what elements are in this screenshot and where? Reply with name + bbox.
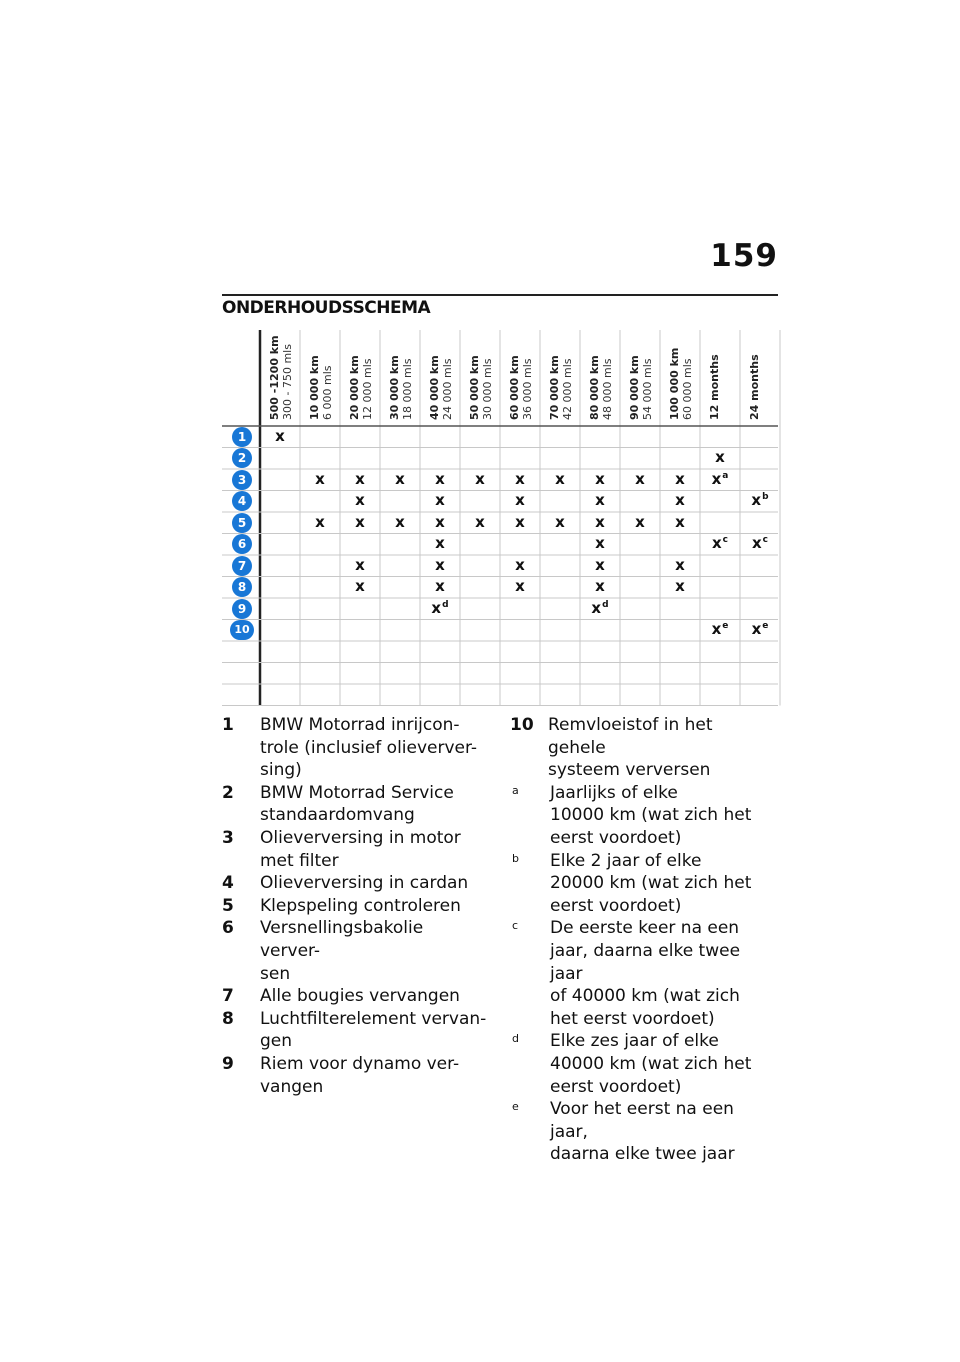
maintenance-mark: x xyxy=(555,512,565,531)
maintenance-mark: x xyxy=(515,577,525,596)
column-header-mls: 30 000 mls xyxy=(481,358,494,420)
maintenance-mark: x xyxy=(435,469,445,488)
legend-footnote-letter: e xyxy=(512,1100,519,1114)
row-number-badge: 3 xyxy=(232,470,252,490)
legend-text-line: Luchtfilterelement vervan- xyxy=(260,1008,487,1029)
footnote-marker: b xyxy=(762,492,769,503)
legend-item xyxy=(222,872,487,895)
column-header xyxy=(708,354,721,420)
maintenance-mark: x xyxy=(355,491,365,510)
legend-text-line: sen xyxy=(260,963,291,984)
legend-text-line: het eerst voordoet) xyxy=(550,1008,715,1029)
maintenance-mark: x xyxy=(475,469,485,488)
maintenance-mark: x xyxy=(355,512,365,531)
legend-text-line: systeem verversen xyxy=(548,760,711,781)
column-header-mls: 18 000 mls xyxy=(401,358,414,420)
legend-item xyxy=(222,895,487,918)
column-header-mls: 60 000 mls xyxy=(681,358,694,420)
maintenance-mark: $x^a$ xyxy=(711,469,729,488)
legend-text-line: Elke zes jaar of elke xyxy=(550,1031,719,1052)
column-header xyxy=(388,355,414,420)
legend-item xyxy=(222,985,487,1008)
maintenance-mark: x xyxy=(595,534,605,553)
column-header xyxy=(668,348,694,420)
legend-text-line: Elke 2 jaar of elke xyxy=(550,850,702,871)
legend-text xyxy=(260,1008,487,1053)
legend-number: 7 xyxy=(222,986,234,1007)
legend-text-line: BMW Motorrad Service xyxy=(260,782,454,803)
row-number-badge: 8 xyxy=(232,577,252,597)
maintenance-mark: x xyxy=(595,512,605,531)
maintenance-mark: x xyxy=(395,512,405,531)
legend-text xyxy=(260,917,487,985)
legend-number: 1 xyxy=(222,715,234,735)
maintenance-mark: x xyxy=(515,512,525,531)
maintenance-mark: $x^e$ xyxy=(711,620,729,639)
row-number-badge: 1 xyxy=(232,427,252,447)
maintenance-mark: x xyxy=(355,469,365,488)
legend-text-line: trole (inclusief olieverver- xyxy=(260,737,478,758)
legend-text xyxy=(260,1053,487,1098)
legend-text xyxy=(550,1030,775,1098)
maintenance-mark: x xyxy=(395,469,405,488)
maintenance-mark: x xyxy=(315,512,325,531)
maintenance-mark: x xyxy=(515,469,525,488)
legend-item xyxy=(222,1008,487,1053)
legend-item xyxy=(510,714,775,782)
legend-text-line: daarna elke twee jaar xyxy=(550,1144,735,1165)
legend-item xyxy=(510,782,775,850)
column-header-mls: 54 000 mls xyxy=(641,358,654,420)
legend-right xyxy=(510,714,775,1166)
legend-number: 2 xyxy=(222,782,234,803)
page-number: 159 xyxy=(710,238,778,274)
column-header-km: 20 000 km xyxy=(348,355,361,420)
column-header-km: 100 000 km xyxy=(668,347,681,420)
legend-number: 5 xyxy=(222,895,234,916)
column-header xyxy=(308,355,334,420)
maintenance-mark: x xyxy=(595,469,605,488)
legend-item xyxy=(510,1098,775,1166)
column-header-km: 500 -1200 km xyxy=(268,335,281,420)
column-header-km: 80 000 km xyxy=(588,355,601,420)
column-header xyxy=(628,355,654,420)
column-header-km: 50 000 km xyxy=(468,355,481,420)
maintenance-mark: x xyxy=(635,512,645,531)
legend-item xyxy=(510,917,775,1030)
maintenance-mark: x xyxy=(435,534,445,553)
maintenance-mark: x xyxy=(595,555,605,574)
maintenance-mark: $x^d$ xyxy=(591,598,609,617)
legend-text xyxy=(260,827,487,872)
legend-footnote-letter: d xyxy=(512,1032,519,1046)
column-header-km: 90 000 km xyxy=(628,355,641,420)
legend-text-line: Voor het eerst na een jaar, xyxy=(550,1099,734,1142)
column-header-km: 70 000 km xyxy=(548,355,561,420)
column-header-km: 12 months xyxy=(708,354,721,420)
legend-footnote-letter: c xyxy=(512,919,519,933)
legend-text-line: gen xyxy=(260,1031,293,1052)
footnote-marker: c xyxy=(722,535,729,546)
row-number-badge: 7 xyxy=(232,556,252,576)
legend-item xyxy=(222,782,487,827)
footnote-marker: e xyxy=(722,621,729,632)
footnote-marker: a xyxy=(722,470,729,481)
legend-item xyxy=(510,850,775,918)
legend-text-line: Klepspeling controleren xyxy=(260,895,461,916)
legend-number: 4 xyxy=(222,873,234,894)
column-header-km: 10 000 km xyxy=(308,355,321,420)
column-header xyxy=(348,355,374,420)
legend-text xyxy=(550,1098,775,1166)
maintenance-mark: x xyxy=(675,469,685,488)
maintenance-mark: $x^c$ xyxy=(711,534,729,553)
legend-footnote-letter: b xyxy=(512,851,519,865)
legend-text xyxy=(260,714,487,782)
legend-text-line: Alle bougies vervangen xyxy=(260,986,460,1007)
legend-number: 6 xyxy=(222,918,234,939)
row-number-badge: 2 xyxy=(232,448,252,468)
legend-text xyxy=(260,872,487,895)
legend-item xyxy=(222,714,487,782)
legend-text-line: eerst voordoet) xyxy=(550,895,682,916)
legend-item xyxy=(510,1030,775,1098)
legend-text-line: sing) xyxy=(260,760,302,781)
column-header-mls: 12 000 mls xyxy=(361,358,374,420)
maintenance-mark: x xyxy=(675,512,685,531)
column-header-km: 24 months xyxy=(748,354,761,420)
maintenance-mark: x xyxy=(435,577,445,596)
legend-text-line: Versnellingsbakolie verver- xyxy=(260,918,424,961)
column-header-mls: 6 000 mls xyxy=(321,365,334,420)
column-header-mls: 24 000 mls xyxy=(441,358,454,420)
section-title: ONDERHOUDSSCHEMA xyxy=(222,298,431,318)
column-header-km: 60 000 km xyxy=(508,355,521,420)
column-header-km: 30 000 km xyxy=(388,355,401,420)
legend-text-line: 40000 km (wat zich het xyxy=(550,1053,752,1074)
maintenance-mark: $x^d$ xyxy=(431,598,449,617)
column-header xyxy=(748,354,761,420)
column-header xyxy=(428,355,454,420)
legend-text-line: Olieverversing in motor xyxy=(260,827,461,848)
legend-text xyxy=(260,895,487,918)
legend-text-line: Jaarlijks of elke xyxy=(550,782,678,803)
maintenance-mark: x xyxy=(355,555,365,574)
legend-text xyxy=(550,917,775,1030)
column-header xyxy=(468,355,494,420)
maintenance-mark: x xyxy=(475,512,485,531)
maintenance-mark: x xyxy=(355,577,365,596)
column-header-mls: 36 000 mls xyxy=(521,358,534,420)
legend-text xyxy=(548,714,775,782)
legend-text-line: jaar, daarna elke twee jaar xyxy=(550,940,741,984)
column-header-mls: 42 000 mls xyxy=(561,358,574,420)
column-header-mls: 300 - 750 mls xyxy=(281,344,294,420)
legend-text-line: De eerste keer na een xyxy=(550,918,740,939)
legend-item xyxy=(222,827,487,872)
legend-item xyxy=(222,1053,487,1098)
row-number-badge: 9 xyxy=(232,599,252,619)
legend-text-line: 10000 km (wat zich het xyxy=(550,805,752,826)
maintenance-mark: x xyxy=(595,577,605,596)
maintenance-mark: x xyxy=(515,555,525,574)
maintenance-mark: x xyxy=(555,469,565,488)
maintenance-mark: x xyxy=(675,577,685,596)
column-header-mls: 48 000 mls xyxy=(601,358,614,420)
footnote-marker: d xyxy=(602,599,609,610)
legend-number: 9 xyxy=(222,1053,234,1074)
row-number-badge: 4 xyxy=(232,491,252,511)
row-number-badge: 5 xyxy=(232,513,252,533)
legend-footnote-letter: a xyxy=(512,783,519,797)
maintenance-mark: x xyxy=(435,512,445,531)
legend-text-line: vangen xyxy=(260,1076,324,1097)
maintenance-mark: x xyxy=(435,491,445,510)
column-header-km: 40 000 km xyxy=(428,355,441,420)
legend-text-line: BMW Motorrad inrijcon- xyxy=(260,715,460,735)
legend-text-line: standaardomvang xyxy=(260,805,415,826)
footnote-marker: e xyxy=(762,621,769,632)
legend-text-line: Riem voor dynamo ver- xyxy=(260,1053,460,1074)
legend-text-line: of 40000 km (wat zich xyxy=(550,986,740,1007)
legend-item xyxy=(222,917,487,985)
legend-text-line: Remvloeistof in het gehele xyxy=(548,715,713,758)
maintenance-mark: x xyxy=(675,555,685,574)
column-header xyxy=(548,355,574,420)
row-number-badge: 10 xyxy=(230,620,254,640)
legend-text-line: met filter xyxy=(260,850,339,871)
column-header xyxy=(268,335,294,420)
legend-text xyxy=(550,850,775,918)
legend-text-line: Olieverversing in cardan xyxy=(260,873,469,894)
legend-number: 3 xyxy=(222,827,234,848)
footnote-marker: d xyxy=(442,599,449,610)
column-header xyxy=(588,355,614,420)
legend-number: 8 xyxy=(222,1008,234,1029)
maintenance-mark: x xyxy=(435,555,445,574)
maintenance-mark: x xyxy=(635,469,645,488)
legend-text xyxy=(260,985,487,1008)
maintenance-mark: x xyxy=(515,491,525,510)
maintenance-mark: $x^c$ xyxy=(751,534,769,553)
row-number-badge: 6 xyxy=(232,534,252,554)
maintenance-mark: x xyxy=(315,469,325,488)
maintenance-mark: x xyxy=(275,426,285,445)
column-header xyxy=(508,355,534,420)
maintenance-mark: $x^e$ xyxy=(751,620,769,639)
legend-text-line: eerst voordoet) xyxy=(550,1076,682,1097)
maintenance-mark: x xyxy=(595,491,605,510)
legend-text xyxy=(260,782,487,827)
legend-text-line: eerst voordoet) xyxy=(550,827,682,848)
footnote-marker: c xyxy=(762,535,769,546)
maintenance-mark: x xyxy=(675,491,685,510)
maintenance-mark: x xyxy=(715,448,725,467)
legend-left xyxy=(222,714,487,1098)
legend-text xyxy=(550,782,775,850)
maintenance-mark: $x^b$ xyxy=(751,491,769,510)
legend-number: 10 xyxy=(510,715,534,735)
legend-text-line: 20000 km (wat zich het xyxy=(550,873,752,894)
